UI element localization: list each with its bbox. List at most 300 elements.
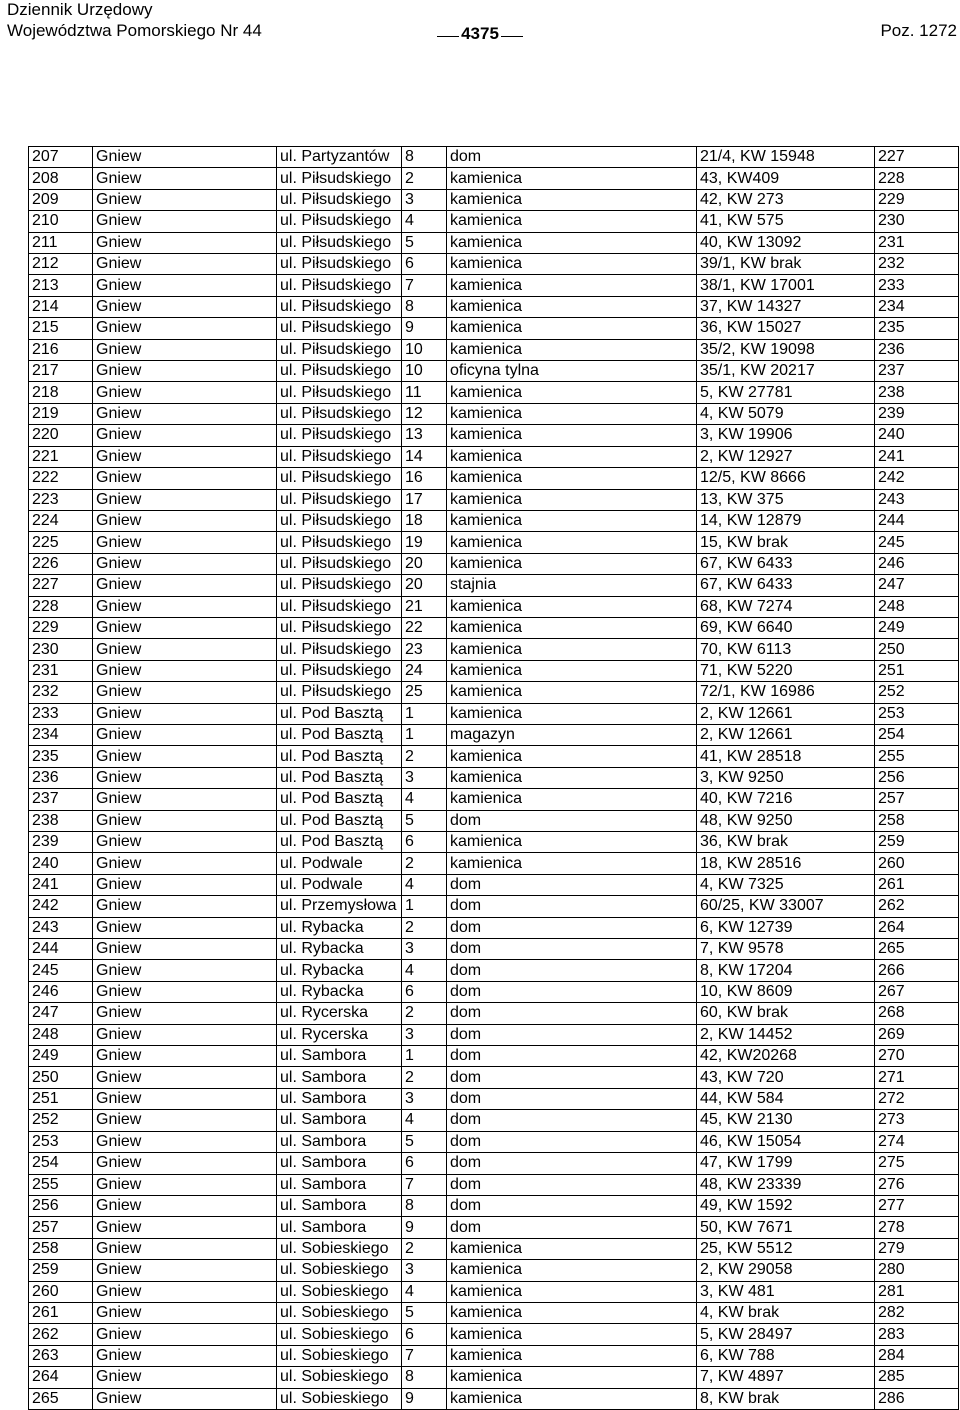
cell-street: ul. Piłsudskiego bbox=[277, 275, 402, 296]
cell-town: Gniew bbox=[93, 275, 277, 296]
cell-index-number: 253 bbox=[875, 703, 959, 724]
cell-house-number: 2 bbox=[402, 1003, 447, 1024]
cell-building-type: kamienica bbox=[447, 532, 697, 553]
table-row bbox=[29, 596, 959, 617]
cell-index-number: 280 bbox=[875, 1260, 959, 1281]
cell-building-type: kamienica bbox=[447, 254, 697, 275]
table-row bbox=[29, 147, 959, 168]
cell-building-type: kamienica bbox=[447, 1345, 697, 1366]
cell-street: ul. Piłsudskiego bbox=[277, 232, 402, 253]
cell-street: ul. Sobieskiego bbox=[277, 1367, 402, 1388]
cell-plot-kw: 35/1, KW 20217 bbox=[697, 361, 875, 382]
cell-row-number: 218 bbox=[29, 382, 93, 403]
cell-row-number: 265 bbox=[29, 1388, 93, 1409]
cell-index-number: 279 bbox=[875, 1238, 959, 1259]
cell-index-number: 283 bbox=[875, 1324, 959, 1345]
cell-plot-kw: 5, KW 28497 bbox=[697, 1324, 875, 1345]
cell-index-number: 232 bbox=[875, 254, 959, 275]
cell-house-number: 6 bbox=[402, 1324, 447, 1345]
cell-index-number: 254 bbox=[875, 724, 959, 745]
cell-index-number: 243 bbox=[875, 489, 959, 510]
cell-row-number: 211 bbox=[29, 232, 93, 253]
cell-street: ul. Sobieskiego bbox=[277, 1260, 402, 1281]
cell-row-number: 215 bbox=[29, 318, 93, 339]
cell-town: Gniew bbox=[93, 575, 277, 596]
cell-street: ul. Sobieskiego bbox=[277, 1302, 402, 1323]
cell-index-number: 269 bbox=[875, 1024, 959, 1045]
cell-plot-kw: 67, KW 6433 bbox=[697, 575, 875, 596]
cell-street: ul. Piłsudskiego bbox=[277, 510, 402, 531]
cell-building-type: kamienica bbox=[447, 275, 697, 296]
cell-plot-kw: 44, KW 584 bbox=[697, 1088, 875, 1109]
table-row bbox=[29, 403, 959, 424]
cell-building-type: kamienica bbox=[447, 767, 697, 788]
cell-row-number: 262 bbox=[29, 1324, 93, 1345]
cell-building-type: stajnia bbox=[447, 575, 697, 596]
cell-building-type: kamienica bbox=[447, 1238, 697, 1259]
cell-plot-kw: 40, KW 7216 bbox=[697, 789, 875, 810]
cell-building-type: dom bbox=[447, 1024, 697, 1045]
table-row bbox=[29, 1302, 959, 1323]
cell-index-number: 261 bbox=[875, 874, 959, 895]
cell-row-number: 261 bbox=[29, 1302, 93, 1323]
cell-town: Gniew bbox=[93, 468, 277, 489]
cell-house-number: 9 bbox=[402, 318, 447, 339]
cell-street: ul. Piłsudskiego bbox=[277, 382, 402, 403]
cell-house-number: 22 bbox=[402, 617, 447, 638]
cell-town: Gniew bbox=[93, 617, 277, 638]
cell-row-number: 237 bbox=[29, 789, 93, 810]
cell-house-number: 7 bbox=[402, 1174, 447, 1195]
cell-town: Gniew bbox=[93, 981, 277, 1002]
cell-row-number: 253 bbox=[29, 1131, 93, 1152]
cell-building-type: kamienica bbox=[447, 1367, 697, 1388]
cell-street: ul. Sambora bbox=[277, 1067, 402, 1088]
cell-street: ul. Piłsudskiego bbox=[277, 682, 402, 703]
cell-row-number: 226 bbox=[29, 553, 93, 574]
cell-house-number: 6 bbox=[402, 254, 447, 275]
cell-plot-kw: 35/2, KW 19098 bbox=[697, 339, 875, 360]
cell-building-type: dom bbox=[447, 1195, 697, 1216]
cell-row-number: 238 bbox=[29, 810, 93, 831]
table-row bbox=[29, 1067, 959, 1088]
cell-row-number: 254 bbox=[29, 1153, 93, 1174]
journal-title: Dziennik Urzędowy bbox=[7, 0, 153, 19]
cell-index-number: 282 bbox=[875, 1302, 959, 1323]
cell-house-number: 8 bbox=[402, 1367, 447, 1388]
cell-house-number: 5 bbox=[402, 1131, 447, 1152]
cell-street: ul. Sobieskiego bbox=[277, 1238, 402, 1259]
cell-house-number: 19 bbox=[402, 532, 447, 553]
cell-house-number: 1 bbox=[402, 896, 447, 917]
cell-index-number: 244 bbox=[875, 510, 959, 531]
table-row bbox=[29, 275, 959, 296]
cell-row-number: 252 bbox=[29, 1110, 93, 1131]
page-number-block bbox=[437, 23, 523, 45]
cell-row-number: 263 bbox=[29, 1345, 93, 1366]
cell-town: Gniew bbox=[93, 211, 277, 232]
cell-house-number: 4 bbox=[402, 1110, 447, 1131]
cell-building-type: dom bbox=[447, 939, 697, 960]
cell-street: ul. Rybacka bbox=[277, 981, 402, 1002]
table-row bbox=[29, 1003, 959, 1024]
cell-town: Gniew bbox=[93, 1238, 277, 1259]
cell-row-number: 257 bbox=[29, 1217, 93, 1238]
cell-plot-kw: 7, KW 9578 bbox=[697, 939, 875, 960]
cell-index-number: 233 bbox=[875, 275, 959, 296]
cell-row-number: 259 bbox=[29, 1260, 93, 1281]
cell-plot-kw: 68, KW 7274 bbox=[697, 596, 875, 617]
cell-building-type: kamienica bbox=[447, 1302, 697, 1323]
cell-plot-kw: 36, KW brak bbox=[697, 832, 875, 853]
register-table-body bbox=[29, 147, 959, 1410]
table-row bbox=[29, 339, 959, 360]
cell-plot-kw: 14, KW 12879 bbox=[697, 510, 875, 531]
position-number: Poz. 1272 bbox=[880, 21, 957, 40]
cell-town: Gniew bbox=[93, 1110, 277, 1131]
cell-street: ul. Piłsudskiego bbox=[277, 617, 402, 638]
cell-index-number: 240 bbox=[875, 425, 959, 446]
cell-index-number: 271 bbox=[875, 1067, 959, 1088]
cell-house-number: 4 bbox=[402, 211, 447, 232]
cell-street: ul. Piłsudskiego bbox=[277, 532, 402, 553]
journal-issue: Województwa Pomorskiego Nr 44 bbox=[7, 21, 262, 40]
cell-street: ul. Piłsudskiego bbox=[277, 639, 402, 660]
cell-building-type: kamienica bbox=[447, 660, 697, 681]
table-row bbox=[29, 767, 959, 788]
cell-house-number: 6 bbox=[402, 981, 447, 1002]
cell-building-type: kamienica bbox=[447, 553, 697, 574]
cell-row-number: 255 bbox=[29, 1174, 93, 1195]
table-row bbox=[29, 1324, 959, 1345]
cell-plot-kw: 3, KW 19906 bbox=[697, 425, 875, 446]
cell-plot-kw: 38/1, KW 17001 bbox=[697, 275, 875, 296]
cell-index-number: 268 bbox=[875, 1003, 959, 1024]
cell-town: Gniew bbox=[93, 425, 277, 446]
cell-town: Gniew bbox=[93, 1260, 277, 1281]
cell-row-number: 220 bbox=[29, 425, 93, 446]
cell-town: Gniew bbox=[93, 553, 277, 574]
cell-plot-kw: 47, KW 1799 bbox=[697, 1153, 875, 1174]
cell-index-number: 245 bbox=[875, 532, 959, 553]
cell-plot-kw: 40, KW 13092 bbox=[697, 232, 875, 253]
table-row bbox=[29, 575, 959, 596]
cell-building-type: dom bbox=[447, 896, 697, 917]
table-row bbox=[29, 510, 959, 531]
cell-town: Gniew bbox=[93, 339, 277, 360]
cell-street: ul. Pod Basztą bbox=[277, 832, 402, 853]
cell-index-number: 276 bbox=[875, 1174, 959, 1195]
cell-street: ul. Przemysłowa bbox=[277, 896, 402, 917]
cell-building-type: kamienica bbox=[447, 789, 697, 810]
cell-index-number: 284 bbox=[875, 1345, 959, 1366]
cell-index-number: 246 bbox=[875, 553, 959, 574]
cell-building-type: kamienica bbox=[447, 682, 697, 703]
cell-town: Gniew bbox=[93, 1388, 277, 1409]
cell-street: ul. Sambora bbox=[277, 1088, 402, 1109]
cell-plot-kw: 25, KW 5512 bbox=[697, 1238, 875, 1259]
cell-index-number: 277 bbox=[875, 1195, 959, 1216]
cell-index-number: 236 bbox=[875, 339, 959, 360]
cell-plot-kw: 18, KW 28516 bbox=[697, 853, 875, 874]
cell-plot-kw: 70, KW 6113 bbox=[697, 639, 875, 660]
cell-building-type: kamienica bbox=[447, 510, 697, 531]
cell-house-number: 10 bbox=[402, 339, 447, 360]
cell-town: Gniew bbox=[93, 1302, 277, 1323]
cell-index-number: 258 bbox=[875, 810, 959, 831]
cell-plot-kw: 72/1, KW 16986 bbox=[697, 682, 875, 703]
table-row bbox=[29, 1367, 959, 1388]
cell-street: ul. Sobieskiego bbox=[277, 1281, 402, 1302]
cell-town: Gniew bbox=[93, 532, 277, 553]
cell-building-type: dom bbox=[447, 1088, 697, 1109]
cell-building-type: magazyn bbox=[447, 724, 697, 745]
cell-plot-kw: 45, KW 2130 bbox=[697, 1110, 875, 1131]
cell-row-number: 239 bbox=[29, 832, 93, 853]
cell-row-number: 210 bbox=[29, 211, 93, 232]
cell-index-number: 274 bbox=[875, 1131, 959, 1152]
cell-house-number: 14 bbox=[402, 446, 447, 467]
cell-row-number: 241 bbox=[29, 874, 93, 895]
cell-plot-kw: 7, KW 4897 bbox=[697, 1367, 875, 1388]
cell-row-number: 235 bbox=[29, 746, 93, 767]
cell-row-number: 234 bbox=[29, 724, 93, 745]
cell-plot-kw: 48, KW 9250 bbox=[697, 810, 875, 831]
cell-plot-kw: 5, KW 27781 bbox=[697, 382, 875, 403]
cell-row-number: 231 bbox=[29, 660, 93, 681]
cell-index-number: 250 bbox=[875, 639, 959, 660]
cell-building-type: kamienica bbox=[447, 318, 697, 339]
cell-street: ul. Sobieskiego bbox=[277, 1324, 402, 1345]
cell-town: Gniew bbox=[93, 1217, 277, 1238]
cell-index-number: 252 bbox=[875, 682, 959, 703]
cell-house-number: 4 bbox=[402, 789, 447, 810]
cell-street: ul. Sobieskiego bbox=[277, 1345, 402, 1366]
cell-plot-kw: 2, KW 12661 bbox=[697, 724, 875, 745]
cell-house-number: 2 bbox=[402, 1238, 447, 1259]
cell-row-number: 222 bbox=[29, 468, 93, 489]
cell-plot-kw: 3, KW 481 bbox=[697, 1281, 875, 1302]
cell-street: ul. Pod Basztą bbox=[277, 703, 402, 724]
cell-house-number: 18 bbox=[402, 510, 447, 531]
cell-plot-kw: 8, KW brak bbox=[697, 1388, 875, 1409]
table-row bbox=[29, 1088, 959, 1109]
cell-building-type: kamienica bbox=[447, 446, 697, 467]
cell-building-type: dom bbox=[447, 1217, 697, 1238]
cell-plot-kw: 13, KW 375 bbox=[697, 489, 875, 510]
cell-row-number: 213 bbox=[29, 275, 93, 296]
cell-house-number: 1 bbox=[402, 1046, 447, 1067]
cell-house-number: 5 bbox=[402, 810, 447, 831]
cell-index-number: 265 bbox=[875, 939, 959, 960]
cell-street: ul. Piłsudskiego bbox=[277, 211, 402, 232]
table-row bbox=[29, 254, 959, 275]
cell-row-number: 228 bbox=[29, 596, 93, 617]
cell-town: Gniew bbox=[93, 810, 277, 831]
cell-plot-kw: 10, KW 8609 bbox=[697, 981, 875, 1002]
cell-row-number: 244 bbox=[29, 939, 93, 960]
cell-house-number: 3 bbox=[402, 1024, 447, 1045]
cell-town: Gniew bbox=[93, 960, 277, 981]
cell-town: Gniew bbox=[93, 1281, 277, 1302]
cell-plot-kw: 3, KW 9250 bbox=[697, 767, 875, 788]
cell-index-number: 266 bbox=[875, 960, 959, 981]
cell-index-number: 260 bbox=[875, 853, 959, 874]
table-row bbox=[29, 1345, 959, 1366]
cell-house-number: 24 bbox=[402, 660, 447, 681]
cell-house-number: 8 bbox=[402, 147, 447, 168]
table-row bbox=[29, 1174, 959, 1195]
cell-building-type: kamienica bbox=[447, 596, 697, 617]
cell-index-number: 230 bbox=[875, 211, 959, 232]
cell-building-type: dom bbox=[447, 1067, 697, 1088]
cell-street: ul. Piłsudskiego bbox=[277, 446, 402, 467]
cell-index-number: 257 bbox=[875, 789, 959, 810]
cell-plot-kw: 21/4, KW 15948 bbox=[697, 147, 875, 168]
cell-plot-kw: 6, KW 788 bbox=[697, 1345, 875, 1366]
table-row bbox=[29, 939, 959, 960]
cell-house-number: 23 bbox=[402, 639, 447, 660]
cell-index-number: 285 bbox=[875, 1367, 959, 1388]
cell-town: Gniew bbox=[93, 1003, 277, 1024]
cell-town: Gniew bbox=[93, 147, 277, 168]
table-row bbox=[29, 1260, 959, 1281]
cell-street: ul. Sambora bbox=[277, 1131, 402, 1152]
cell-street: ul. Piłsudskiego bbox=[277, 468, 402, 489]
cell-town: Gniew bbox=[93, 403, 277, 424]
table-row bbox=[29, 1131, 959, 1152]
cell-plot-kw: 41, KW 575 bbox=[697, 211, 875, 232]
cell-house-number: 3 bbox=[402, 1260, 447, 1281]
table-row bbox=[29, 189, 959, 210]
cell-plot-kw: 2, KW 12927 bbox=[697, 446, 875, 467]
cell-house-number: 5 bbox=[402, 232, 447, 253]
cell-house-number: 2 bbox=[402, 168, 447, 189]
cell-building-type: kamienica bbox=[447, 1324, 697, 1345]
cell-street: ul. Piłsudskiego bbox=[277, 553, 402, 574]
cell-index-number: 270 bbox=[875, 1046, 959, 1067]
cell-building-type: dom bbox=[447, 1174, 697, 1195]
cell-town: Gniew bbox=[93, 510, 277, 531]
cell-town: Gniew bbox=[93, 896, 277, 917]
cell-town: Gniew bbox=[93, 1131, 277, 1152]
cell-house-number: 1 bbox=[402, 703, 447, 724]
cell-street: ul. Rybacka bbox=[277, 939, 402, 960]
cell-house-number: 4 bbox=[402, 960, 447, 981]
cell-building-type: kamienica bbox=[447, 1281, 697, 1302]
table-row bbox=[29, 960, 959, 981]
cell-row-number: 248 bbox=[29, 1024, 93, 1045]
cell-town: Gniew bbox=[93, 767, 277, 788]
page-number: 4375 bbox=[461, 24, 499, 43]
table-row bbox=[29, 917, 959, 938]
cell-street: ul. Sobieskiego bbox=[277, 1388, 402, 1409]
cell-index-number: 234 bbox=[875, 296, 959, 317]
cell-row-number: 242 bbox=[29, 896, 93, 917]
cell-row-number: 229 bbox=[29, 617, 93, 638]
cell-house-number: 10 bbox=[402, 361, 447, 382]
cell-house-number: 3 bbox=[402, 189, 447, 210]
cell-building-type: dom bbox=[447, 874, 697, 895]
cell-plot-kw: 50, KW 7671 bbox=[697, 1217, 875, 1238]
cell-index-number: 241 bbox=[875, 446, 959, 467]
cell-row-number: 256 bbox=[29, 1195, 93, 1216]
cell-row-number: 243 bbox=[29, 917, 93, 938]
cell-street: ul. Rycerska bbox=[277, 1003, 402, 1024]
cell-street: ul. Piłsudskiego bbox=[277, 489, 402, 510]
cell-house-number: 1 bbox=[402, 724, 447, 745]
cell-row-number: 223 bbox=[29, 489, 93, 510]
cell-street: ul. Piłsudskiego bbox=[277, 596, 402, 617]
cell-building-type: kamienica bbox=[447, 746, 697, 767]
table-row bbox=[29, 981, 959, 1002]
table-row bbox=[29, 810, 959, 831]
cell-row-number: 208 bbox=[29, 168, 93, 189]
cell-index-number: 235 bbox=[875, 318, 959, 339]
cell-town: Gniew bbox=[93, 703, 277, 724]
cell-street: ul. Piłsudskiego bbox=[277, 254, 402, 275]
cell-plot-kw: 39/1, KW brak bbox=[697, 254, 875, 275]
cell-street: ul. Piłsudskiego bbox=[277, 189, 402, 210]
cell-town: Gniew bbox=[93, 489, 277, 510]
cell-plot-kw: 2, KW 12661 bbox=[697, 703, 875, 724]
cell-plot-kw: 71, KW 5220 bbox=[697, 660, 875, 681]
cell-town: Gniew bbox=[93, 318, 277, 339]
cell-index-number: 259 bbox=[875, 832, 959, 853]
cell-building-type: dom bbox=[447, 960, 697, 981]
cell-house-number: 4 bbox=[402, 874, 447, 895]
cell-house-number: 2 bbox=[402, 746, 447, 767]
cell-house-number: 6 bbox=[402, 832, 447, 853]
cell-plot-kw: 43, KW 720 bbox=[697, 1067, 875, 1088]
cell-street: ul. Sambora bbox=[277, 1110, 402, 1131]
cell-town: Gniew bbox=[93, 361, 277, 382]
cell-building-type: kamienica bbox=[447, 1260, 697, 1281]
table-row bbox=[29, 232, 959, 253]
cell-index-number: 273 bbox=[875, 1110, 959, 1131]
cell-building-type: kamienica bbox=[447, 639, 697, 660]
cell-house-number: 25 bbox=[402, 682, 447, 703]
cell-index-number: 239 bbox=[875, 403, 959, 424]
table-row bbox=[29, 1046, 959, 1067]
cell-building-type: kamienica bbox=[447, 232, 697, 253]
cell-index-number: 262 bbox=[875, 896, 959, 917]
cell-town: Gniew bbox=[93, 853, 277, 874]
cell-building-type: kamienica bbox=[447, 703, 697, 724]
cell-index-number: 272 bbox=[875, 1088, 959, 1109]
cell-index-number: 251 bbox=[875, 660, 959, 681]
cell-building-type: dom bbox=[447, 917, 697, 938]
table-row bbox=[29, 468, 959, 489]
cell-plot-kw: 60, KW brak bbox=[697, 1003, 875, 1024]
cell-row-number: 249 bbox=[29, 1046, 93, 1067]
cell-town: Gniew bbox=[93, 1195, 277, 1216]
cell-building-type: dom bbox=[447, 1003, 697, 1024]
cell-town: Gniew bbox=[93, 1067, 277, 1088]
cell-plot-kw: 4, KW brak bbox=[697, 1302, 875, 1323]
cell-building-type: dom bbox=[447, 1131, 697, 1152]
cell-index-number: 242 bbox=[875, 468, 959, 489]
cell-building-type: kamienica bbox=[447, 832, 697, 853]
cell-town: Gniew bbox=[93, 1088, 277, 1109]
cell-house-number: 11 bbox=[402, 382, 447, 403]
cell-row-number: 212 bbox=[29, 254, 93, 275]
cell-index-number: 255 bbox=[875, 746, 959, 767]
cell-plot-kw: 46, KW 15054 bbox=[697, 1131, 875, 1152]
cell-town: Gniew bbox=[93, 254, 277, 275]
table-row bbox=[29, 1238, 959, 1259]
cell-house-number: 3 bbox=[402, 1088, 447, 1109]
